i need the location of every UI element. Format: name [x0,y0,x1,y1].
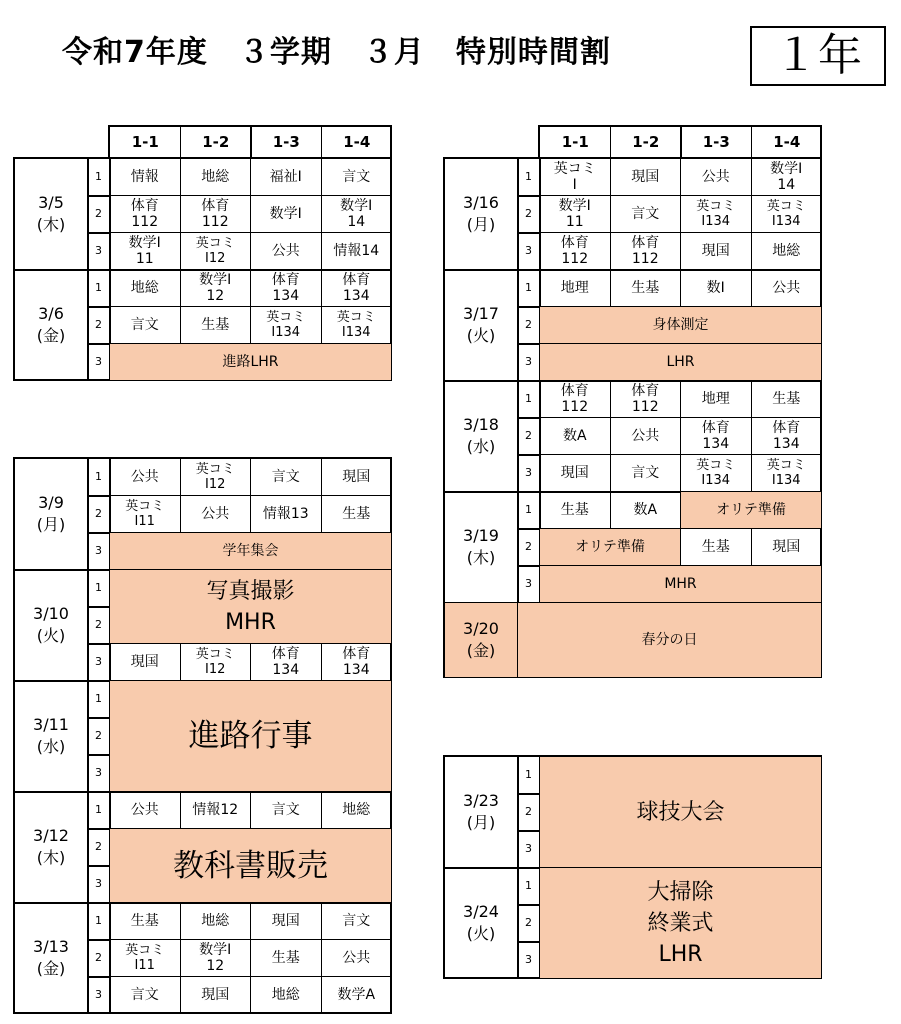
holiday-cell: 春分の日 [518,603,822,678]
subject-cell: 公共 [251,233,322,270]
subject-cell: 言文 [322,903,393,940]
period-number: 3 [88,755,110,792]
subject-cell: 体育 112 [181,196,252,233]
period-number: 1 [518,159,540,196]
subject-cell: 体育 134 [322,644,393,681]
class-header-1-4: 1-4 [773,133,801,151]
subject-cell: 福祉Ⅰ [251,159,322,196]
subject-cell: 体育 112 [110,196,181,233]
period-number: 1 [518,868,540,905]
class-header-1-1: 1-1 [131,133,159,151]
period-number: 1 [88,903,110,940]
class-header-1-3: 1-3 [702,133,730,151]
period-number: 3 [88,866,110,903]
date-label: 3/5 (木) [15,159,88,270]
subject-cell: 数学Ⅰ 14 [752,159,823,196]
date-label: 3/23 (月) [445,757,518,868]
period-number: 2 [518,418,540,455]
date-label: 3/16 (月) [445,159,518,270]
subject-cell: 数学Ⅰ 11 [110,233,181,270]
date-label: 3/6 (金) [15,270,88,381]
subject-cell: 数学Ⅰ 14 [322,196,393,233]
subject-cell: 情報14 [322,233,393,270]
subject-cell: 言文 [251,792,322,829]
event-cell: 進路行事 [110,681,392,792]
subject-cell: 公共 [110,459,181,496]
subject-cell: 体育 134 [752,418,823,455]
subject-cell: 生基 [752,381,823,418]
period-number: 2 [88,829,110,866]
date-label: 3/24 (火) [445,868,518,979]
schedule-block-left-top [13,157,392,381]
subject-cell: 公共 [611,418,682,455]
period-number: 2 [518,905,540,942]
class-header-1-3: 1-3 [272,133,300,151]
subject-cell: 言文 [110,307,181,344]
subject-cell: 現国 [110,644,181,681]
subject-cell: 数学A [322,977,393,1014]
page-title: 令和7年度 ３学期 ３月 特別時間割 [62,35,611,70]
period-number: 1 [518,492,540,529]
subject-cell: 英コミ Ⅰ [540,159,611,196]
period-number: 2 [518,794,540,831]
period-number: 1 [88,270,110,307]
subject-cell: 言文 [611,196,682,233]
period-number: 3 [518,233,540,270]
period-number: 1 [88,681,110,718]
subject-cell: 現国 [611,159,682,196]
class-header-1-4: 1-4 [343,133,371,151]
date-label: 3/18 (水) [445,381,518,492]
subject-cell: 体育 112 [540,381,611,418]
subject-cell: 地総 [110,270,181,307]
date-label: 3/9 (月) [15,459,88,570]
subject-cell: 英コミ Ⅰ12 [181,233,252,270]
subject-cell: 英コミ Ⅰ134 [681,455,752,492]
period-number: 2 [518,307,540,344]
subject-cell: 生基 [611,270,682,307]
subject-cell: 生基 [322,496,393,533]
subject-cell: 現国 [540,455,611,492]
subject-cell: 体育 112 [611,381,682,418]
period-number: 1 [88,792,110,829]
subject-cell: 言文 [110,977,181,1014]
subject-cell: 生基 [110,903,181,940]
subject-cell: 現国 [181,977,252,1014]
period-number: 3 [88,977,110,1014]
subject-cell: 体育 112 [611,233,682,270]
event-cell: 身体測定 [540,307,822,344]
subject-cell: 現国 [322,459,393,496]
period-number: 2 [88,718,110,755]
subject-cell: 現国 [681,233,752,270]
period-number: 2 [88,307,110,344]
event-cell: 学年集会 [110,533,392,570]
date-label: 3/19 (木) [445,492,518,603]
period-number: 3 [518,831,540,868]
event-cell: MHR [540,566,822,603]
class-header-1-1: 1-1 [561,133,589,151]
subject-cell: 数A [611,492,682,529]
grade-label: １年 [750,26,886,86]
subject-cell: 英コミ Ⅰ134 [322,307,393,344]
period-number: 2 [88,496,110,533]
period-number: 2 [518,196,540,233]
event-cell: 教科書販売 [110,829,392,903]
period-number: 3 [88,344,110,381]
subject-cell: 体育 112 [540,233,611,270]
period-number: 1 [88,159,110,196]
period-number: 3 [88,644,110,681]
subject-cell: 体育 134 [322,270,393,307]
date-label: 3/17 (火) [445,270,518,381]
period-number: 3 [88,233,110,270]
class-header-1-2: 1-2 [632,133,660,151]
subject-cell: 地総 [752,233,823,270]
subject-cell: 公共 [681,159,752,196]
event-cell: 写真撮影 MHR [110,570,392,644]
period-number: 1 [88,459,110,496]
subject-cell: 公共 [110,792,181,829]
subject-cell: 生基 [251,940,322,977]
subject-cell: 情報 [110,159,181,196]
class-header [538,125,822,159]
date-label: 3/20 (金) [445,603,518,678]
subject-cell: 現国 [752,529,823,566]
subject-cell: 体育 134 [251,270,322,307]
event-cell: オリテ準備 [540,529,681,566]
period-number: 3 [88,533,110,570]
subject-cell: 公共 [181,496,252,533]
subject-cell: 数Ⅰ [681,270,752,307]
subject-cell: 地総 [322,792,393,829]
subject-cell: 数学Ⅰ 12 [181,940,252,977]
subject-cell: 言文 [322,159,393,196]
subject-cell: 言文 [251,459,322,496]
subject-cell: 英コミ Ⅰ11 [110,940,181,977]
date-label: 3/12 (木) [15,792,88,903]
class-header-1-2: 1-2 [202,133,230,151]
period-number: 2 [88,607,110,644]
subject-cell: 英コミ Ⅰ134 [752,196,823,233]
subject-cell: 地総 [181,903,252,940]
subject-cell: 現国 [251,903,322,940]
schedule-block-left-bottom [13,457,392,1014]
subject-cell: 情報13 [251,496,322,533]
subject-cell: 公共 [752,270,823,307]
subject-cell: 数学Ⅰ 12 [181,270,252,307]
date-label: 3/11 (水) [15,681,88,792]
event-cell: 球技大会 [540,757,822,868]
subject-cell: 英コミ Ⅰ134 [681,196,752,233]
subject-cell: 英コミ Ⅰ12 [181,644,252,681]
subject-cell: 地総 [251,977,322,1014]
period-number: 3 [518,344,540,381]
schedule-block-right-top [443,157,822,678]
subject-cell: 生基 [681,529,752,566]
subject-cell: 数A [540,418,611,455]
subject-cell: 英コミ Ⅰ11 [110,496,181,533]
event-cell: 大掃除 終業式 LHR [540,868,822,979]
subject-cell: 地総 [181,159,252,196]
subject-cell: 数学Ⅰ 11 [540,196,611,233]
subject-cell: 生基 [181,307,252,344]
date-label: 3/13 (金) [15,903,88,1014]
period-number: 1 [518,381,540,418]
subject-cell: 体育 134 [251,644,322,681]
period-number: 1 [518,270,540,307]
subject-cell: 言文 [611,455,682,492]
event-cell: オリテ準備 [681,492,822,529]
date-label: 3/10 (火) [15,570,88,681]
period-number: 1 [88,570,110,607]
class-header [108,125,392,159]
subject-cell: 生基 [540,492,611,529]
period-number: 2 [88,196,110,233]
period-number: 2 [518,529,540,566]
event-cell: 進路LHR [110,344,392,381]
subject-cell: 英コミ Ⅰ12 [181,459,252,496]
subject-cell: 数学Ⅰ [251,196,322,233]
subject-cell: 地理 [540,270,611,307]
period-number: 3 [518,942,540,979]
subject-cell: 体育 134 [681,418,752,455]
period-number: 3 [518,455,540,492]
period-number: 2 [88,940,110,977]
subject-cell: 英コミ Ⅰ134 [752,455,823,492]
subject-cell: 情報12 [181,792,252,829]
subject-cell: 地理 [681,381,752,418]
event-cell: LHR [540,344,822,381]
subject-cell: 公共 [322,940,393,977]
schedule-block-right-bottom [443,755,822,979]
subject-cell: 英コミ Ⅰ134 [251,307,322,344]
period-number: 1 [518,757,540,794]
period-number: 3 [518,566,540,603]
